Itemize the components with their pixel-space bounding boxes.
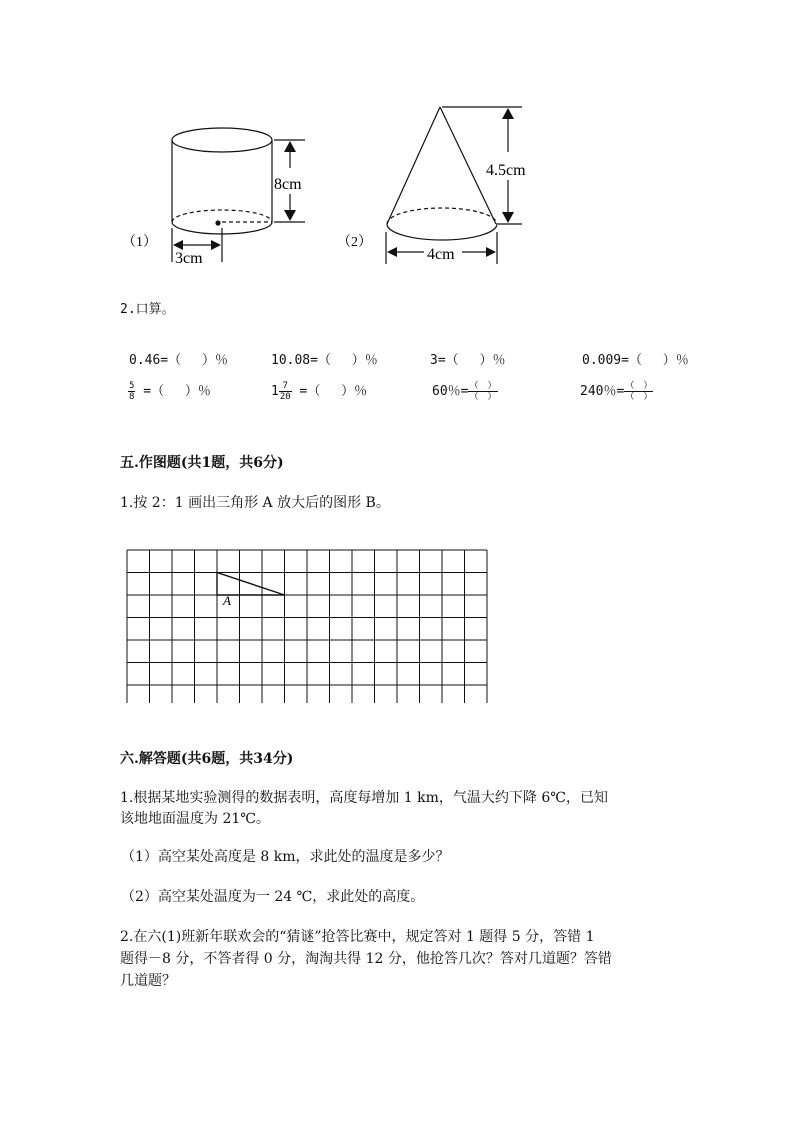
arrow-left-icon: [173, 240, 183, 250]
cylinder-center-dot: [215, 220, 220, 225]
question-text: 1.根据某地实验测得的数据表明，高度每增加 1 km，气温大约下降 6℃，已知: [120, 790, 608, 806]
arrow-left-icon: [387, 247, 397, 257]
question-text: 该地地面温度为 21℃。: [120, 811, 270, 827]
arrow-down-icon: [502, 212, 514, 223]
calc-item: 10.08=（ ）％: [271, 353, 378, 368]
calc-item: 240％= $\frac{( )}{( )}$: [580, 381, 653, 402]
calc-item: 0.46=（ ）％: [129, 353, 228, 368]
cone-height-label: 4.5cm: [486, 162, 526, 179]
figure-2-label: （2）: [337, 235, 372, 250]
arrow-up-icon: [502, 108, 514, 119]
fraction-blank: $\frac{( )}{( )}$: [625, 381, 653, 402]
cone-diameter-label: 4cm: [427, 246, 455, 263]
fraction-blank: $\frac{( )}{( )}$: [469, 381, 497, 402]
arrow-right-icon: [486, 247, 496, 257]
question-text: 几道题？: [120, 973, 176, 989]
cylinder-height-label: 8cm: [274, 176, 302, 193]
calc-item: 60％= $\frac{( )}{( )}$: [432, 381, 497, 402]
cylinder-figure: [172, 128, 305, 262]
fraction: $\frac{5}{8}$: [129, 381, 135, 402]
sub-question: （2）高空某处温度为一 24 ℃，求此处的高度。: [121, 889, 425, 905]
oral-calc-title: 2.口算。: [120, 302, 175, 317]
calc-item: 0.009=（ ）％: [582, 353, 689, 368]
cylinder-radius-label: 3cm: [175, 250, 203, 267]
section-5-heading: 五.作图题(共1题，共6分): [120, 455, 284, 471]
calc-item: 1 $\frac{7}{20}$ =（ ）％: [271, 381, 368, 402]
section-5-question-1: 1.按 2：1 画出三角形 A 放大后的图形 B。: [120, 495, 390, 511]
sub-question: （1）高空某处高度是 8 km，求此处的温度是多少？: [121, 849, 450, 865]
triangle-a-label: A: [223, 593, 231, 608]
figure-1-label: （1）: [122, 235, 157, 250]
question-text: 2.在六(1)班新年联欢会的“猜谜”抢答比赛中，规定答对 1 题得 5 分，答错 1: [120, 929, 595, 945]
arrow-down-icon: [284, 210, 296, 221]
solids-figure: [0, 0, 794, 280]
drawing-grid: [126, 549, 490, 703]
question-text: 题得－8 分，不答者得 0 分，淘淘共得 12 分，他抢答几次？答对几道题？答错: [120, 951, 612, 967]
arrow-right-icon: [211, 240, 221, 250]
section-6-heading: 六.解答题(共6题，共34分): [120, 751, 294, 767]
triangle-a: [217, 573, 285, 596]
cone-figure: [386, 107, 522, 264]
arrow-up-icon: [284, 141, 296, 152]
fraction: $\frac{7}{20}$: [279, 381, 291, 402]
calc-item: 3=（ ）％: [430, 353, 506, 368]
calc-item: $\frac{5}{8}$ =（ ）％: [129, 381, 211, 402]
